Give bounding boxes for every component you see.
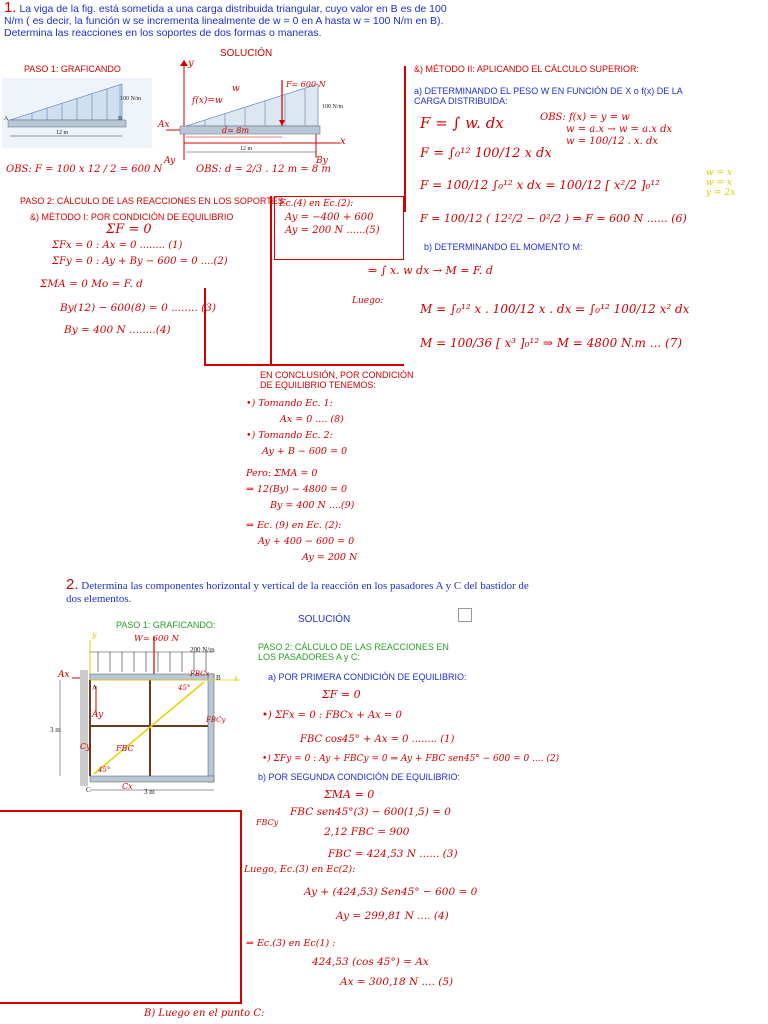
- side-yellow-1: w = x: [706, 168, 733, 178]
- fig1-load-label: 100 N/m: [120, 96, 142, 102]
- divider-vertical-3: [204, 288, 206, 366]
- eq-3: ΣMA = 0 Mo = F. d: [40, 278, 143, 290]
- fbd-ax-label: Ax: [158, 120, 170, 130]
- p2-summ: ΣMA = 0: [324, 788, 375, 801]
- frame-angle-1: 45°: [178, 684, 191, 692]
- fbd-x-label: x: [340, 136, 346, 147]
- obs-3: [540, 112, 672, 148]
- p2-m8: 424,53 (cos 45°) = Ax: [312, 956, 429, 968]
- fig1-span-label: 12 m: [56, 130, 69, 136]
- p2-m1: FBC sen45°(3) − 600(1,5) = 0: [290, 806, 451, 818]
- box-line-3: Ay = 200 N ......(5): [285, 225, 380, 236]
- parte-a-title: a) POR PRIMERA CONDICIÓN DE EQUILIBRIO:: [268, 672, 467, 682]
- frame-y-label: y: [92, 630, 97, 639]
- mom-3: M = 100/36 [ x³ ]₀¹² ⇒ M = 4800 N.m ... (7): [420, 336, 683, 350]
- obs3-line-1: OBS: f(x) = y = w: [540, 112, 630, 123]
- p2-m9: Ax = 300,18 N .... (5): [340, 976, 454, 988]
- conc-line-8: ⇒ Ec. (9) en Ec. (2):: [246, 520, 342, 531]
- frame-bottom-member: [90, 776, 214, 782]
- eq-4: By(12) − 600(8) = 0 ........ (3): [60, 302, 216, 314]
- fig1-b-label: B: [118, 116, 123, 122]
- fbd-by-label: By: [316, 156, 328, 166]
- paso1-title: PASO 1: GRAFICANDO: [24, 64, 121, 74]
- frame-a-label: A: [92, 684, 98, 692]
- frame-load-label: 200 N/m: [190, 646, 215, 654]
- paso1-2-title: PASO 1: GRAFICANDO:: [116, 620, 216, 630]
- figure-2-frame: [50, 630, 240, 800]
- metodo1-title: &) MÉTODO I: POR CONDICIÓN DE EQUILIBRIO: [30, 212, 234, 222]
- p2-sumf: ΣF = 0: [322, 688, 361, 701]
- mom-luego: Luego:: [352, 296, 384, 306]
- fbd-load-label: 100 N/m: [322, 104, 344, 110]
- divider-vertical-1: [404, 66, 406, 212]
- p2-m-fbcy: FBCy: [256, 818, 279, 827]
- p2-m2: 2,12 FBC = 900: [324, 826, 410, 838]
- int-1: F = ∫ w. dx: [420, 114, 504, 132]
- conc-line-5: Pero: ΣMA = 0: [246, 468, 318, 479]
- frame-fbcy-label: FBCy: [206, 716, 226, 724]
- p2-final: B) Luego en el punto C:: [144, 1008, 265, 1019]
- conc-line-3: •) Tomando Ec. 2:: [246, 430, 333, 441]
- frame-w-label: W= 600 N: [134, 634, 179, 644]
- int-2: F = ∫₀¹² 100/12 x dx: [420, 146, 552, 161]
- p2-m7: ⇒ Ec.(3) en Ec(1) :: [246, 938, 336, 949]
- conclusion-title: EN CONCLUSIÓN, POR CONDICIÓN DE EQUILIBRIO TENEMOS:: [260, 370, 414, 390]
- conc-line-9: Ay + 400 − 600 = 0: [258, 536, 355, 547]
- fbd-d-label: d= 8m: [222, 126, 250, 135]
- eq-2: ΣFy = 0 : Ay + By − 600 = 0 ....(2): [52, 256, 228, 267]
- frame-x-label: x: [234, 674, 239, 683]
- solucion-1: SOLUCIÓN: [220, 48, 273, 59]
- metodo2a-title: a) DETERMINANDO EL PESO W EN FUNCIÓN DE X o f(x) DE LA CARGA DISTRIBUIDA:: [414, 86, 683, 106]
- p2-box-right: [240, 810, 242, 1004]
- conc-line-7: By = 400 N ....(9): [270, 500, 355, 511]
- box-line-2: Ay = −400 + 600: [285, 212, 374, 223]
- fig1-beam: [8, 120, 126, 127]
- problem-2-text: Determina las componentes horizontal y vertical de la reacción en los pasadores A y C del bastidor de dos elementos.: [66, 580, 529, 605]
- fbd-beam: [180, 126, 320, 134]
- fbd-f-label: F= 600 N: [286, 80, 326, 89]
- figure-1-beam: [2, 78, 152, 148]
- p2-box-top: [0, 810, 242, 812]
- frame-width-label: 3 m: [144, 788, 155, 796]
- side-yellow-3: y = 2x: [706, 188, 736, 198]
- copy-icon[interactable]: [458, 608, 472, 622]
- fbd-y-label: y: [188, 58, 194, 69]
- parte-b-title: b) POR SEGUNDA CONDICIÓN DE EQUILIBRIO:: [258, 772, 461, 782]
- frame-fbcx-label: FBCx: [190, 670, 210, 678]
- fbd-fx-label: f(x)=w: [192, 96, 223, 106]
- problem-2-statement: [66, 578, 546, 606]
- obs-1: OBS: F = 100 x 12 / 2 = 600 N: [6, 164, 163, 175]
- obs-2: OBS: d = 2/3 . 12 m = 8 m: [196, 164, 331, 175]
- divider-vertical-2: [270, 196, 272, 366]
- figure-1-free-body: [160, 60, 340, 170]
- eq-5: By = 400 N ........(4): [64, 324, 171, 336]
- side-note-yellow: [706, 168, 735, 198]
- fbd-span-label: 12 m: [240, 146, 253, 152]
- problem-2-number: 2.: [66, 576, 79, 593]
- p2-m6: Ay = 299,81 N .... (4): [336, 910, 449, 922]
- divider-horizontal-1: [204, 364, 404, 366]
- frame-wall: [80, 670, 88, 786]
- frame-height-label: 3 m: [50, 726, 61, 734]
- conc-line-10: Ay = 200 N: [302, 552, 358, 563]
- frame-fbc-label: FBC: [116, 744, 134, 753]
- side-yellow-2: w = x: [706, 178, 733, 188]
- int-3: F = 100/12 ∫₀¹² x dx = 100/12 [ x²/2 ]₀¹²: [420, 178, 660, 192]
- p2-eq2: •) ΣFy = 0 : Ay + FBCy = 0 ⇒ Ay + FBC sen45° − 600 = 0 .... (2): [262, 754, 560, 764]
- conc-line-6: ⇒ 12(By) − 4800 = 0: [246, 484, 348, 495]
- problem-1-number: 1.: [4, 0, 17, 16]
- obs3-line-3: w = 100/12 . x. dx: [566, 136, 659, 147]
- paso2-title: PASO 2: CÁLCULO DE LAS REACCIONES EN LOS SOPORTES:: [20, 196, 287, 206]
- p2-m5: Ay + (424,53) Sen45° − 600 = 0: [304, 886, 478, 898]
- solucion-2: SOLUCIÓN: [298, 614, 351, 625]
- problem-1-text: La viga de la fig. está sometida a una carga distribuida triangular, cuyo valor en B es de 100 N/m ( es decir, la función w se incrementa linealmente de w = 0 en A hasta w = 100 N/m en B). Determina las reacciones en los soportes de dos formas o maneras.: [4, 3, 447, 39]
- frame-ay-label: Ay: [92, 710, 104, 720]
- p2-m4: Luego, Ec.(3) en Ec(2):: [244, 864, 356, 875]
- conclusion-lines: [246, 396, 357, 566]
- frame-right-member: [208, 674, 214, 782]
- conc-line-2: Ax = 0 .... (8): [280, 414, 344, 425]
- box-line-1: Ec.(4) en Ec.(2):: [279, 199, 354, 209]
- obs3-line-2: w = a.x → w = a.x dx: [566, 124, 673, 135]
- paso2-2-title: PASO 2: CÁLCULO DE LAS REACCIONES EN LOS PASADORES A y C:: [258, 642, 449, 662]
- frame-cx-label: Cx: [122, 782, 133, 791]
- result-box: [274, 196, 404, 260]
- problem-1-statement: [4, 2, 464, 39]
- eq-1: ΣFx = 0 : Ax = 0 ........ (1): [52, 240, 183, 251]
- frame-angle-2: 45°: [98, 766, 111, 774]
- fbd-w-label: w: [232, 84, 240, 94]
- p2-eq1b: FBC cos45° + Ax = 0 ........ (1): [300, 734, 455, 745]
- conc-line-4: Ay + B − 600 = 0: [262, 446, 347, 457]
- frame-ax-label: Ax: [58, 670, 70, 680]
- metodo2-title: &) MÉTODO II: APLICANDO EL CÁLCULO SUPERIOR:: [414, 64, 640, 74]
- conc-line-1: •) Tomando Ec. 1:: [246, 398, 333, 409]
- p2-m3: FBC = 424,53 N ...... (3): [328, 848, 458, 860]
- fbd-ay-label: Ay: [164, 156, 176, 166]
- mom-1: ⇒ ∫ x. w dx → M = F. d: [368, 264, 493, 277]
- eq-sumf: ΣF = 0: [106, 222, 152, 237]
- int-4: F = 100/12 ( 12²/2 − 0²/2 ) ⇒ F = 600 N ...... (6): [420, 212, 687, 225]
- p2-eq1: •) ΣFx = 0 : FBCx + Ax = 0: [262, 710, 402, 721]
- frame-c-label: C: [86, 786, 91, 794]
- metodo2b-title: b) DETERMINANDO EL MOMENTO M:: [424, 242, 583, 252]
- frame-b-label: B: [216, 674, 221, 682]
- fig1-a-label: A: [4, 116, 9, 122]
- p2-box-bottom: [0, 1002, 242, 1004]
- frame-cy-label: Cy: [80, 742, 91, 751]
- mom-2: M = ∫₀¹² x . 100/12 x . dx = ∫₀¹² 100/12 x² dx: [420, 302, 690, 316]
